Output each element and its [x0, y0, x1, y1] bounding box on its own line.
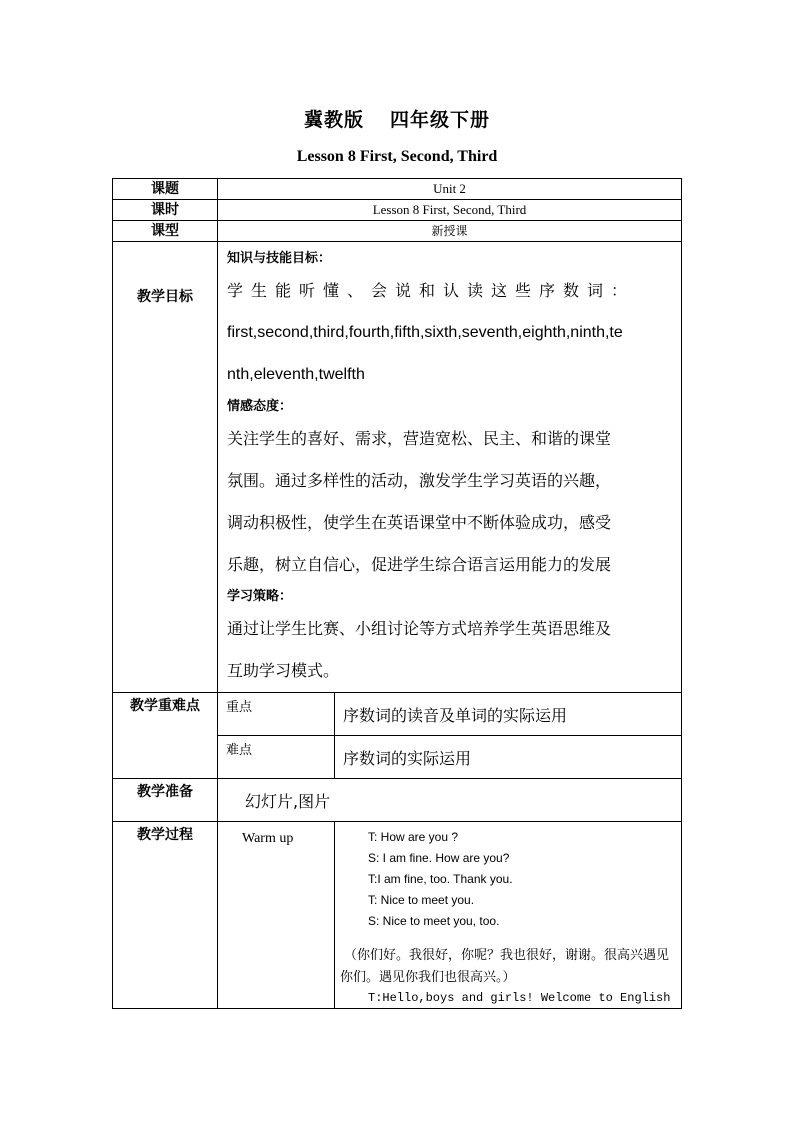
objectives-label: 教学目标: [113, 242, 218, 693]
knowledge-text: 学生能听懂、会说和认读这些序数词：: [227, 281, 636, 300]
process-row: [113, 822, 682, 1009]
topic-value: Unit 2: [218, 179, 682, 200]
type-value: 新授课: [218, 221, 682, 242]
page-title: [0, 105, 794, 132]
dialog-line: S: I am fine. How are you?: [368, 851, 510, 865]
emotion-line: 调动积极性，使学生在英语课堂中不断体验成功，感受: [227, 513, 612, 532]
period-row: [113, 200, 682, 221]
strategy-heading: 学习策略：: [227, 589, 293, 604]
dialog-line: T:Hello,boys and girls! Welcome to English: [368, 991, 671, 1005]
period-label: 课时: [113, 200, 218, 221]
lesson-subtitle: Lesson 8 First, Second, Third: [296, 148, 498, 165]
dialog-line: T:I am fine, too. Thank you.: [368, 872, 513, 886]
dialog-translation: （你们好。我很好，你呢？我也很好，谢谢。很高兴遇见你们。遇见你我们也很高兴。）: [340, 947, 670, 984]
warmup-label: Warm up: [218, 822, 335, 1009]
objectives-cell: [218, 242, 682, 693]
key-value: 序数词的读音及单词的实际运用: [335, 693, 682, 736]
dialog-line: T: How are you ?: [368, 830, 459, 844]
key-label: 重点: [218, 693, 335, 736]
prep-row: [113, 779, 682, 822]
knowledge-heading: 知识与技能目标：: [227, 251, 332, 266]
emotion-line: 关注学生的喜好、需求，营造宽松、民主、和谐的课堂: [227, 429, 612, 448]
process-label: 教学过程: [113, 822, 218, 1009]
emotion-line: 乐趣，树立自信心，促进学生综合语言运用能力的发展: [227, 555, 612, 574]
key-point-row: [113, 693, 682, 736]
prep-label: 教学准备: [113, 779, 218, 822]
emotion-heading: 情感态度：: [227, 399, 293, 414]
difficult-label: 难点: [218, 736, 335, 779]
topic-row: [113, 179, 682, 200]
prep-value: 幻灯片,图片: [218, 779, 682, 822]
type-row: [113, 221, 682, 242]
strategy-line: 通过让学生比赛、小组讨论等方式培养学生英语思维及: [227, 619, 612, 638]
emotion-line: 氛围。通过多样性的活动，激发学生学习英语的兴趣，: [227, 471, 612, 490]
title-publisher: 冀教版: [303, 109, 364, 131]
knowledge-words-line-1: first,second,third,fourth,fifth,sixth,seventh,eighth,ninth,te: [227, 324, 623, 341]
topic-label: 课题: [113, 179, 218, 200]
knowledge-words-line-2: nth,eleventh,twelfth: [227, 366, 365, 383]
title-grade: 四年级下册: [390, 109, 491, 131]
dialog-line: T: Nice to meet you.: [368, 893, 475, 907]
period-value: Lesson 8 First, Second, Third: [218, 200, 682, 221]
dialog-cell: [335, 822, 682, 1009]
type-label: 课型: [113, 221, 218, 242]
objectives-row: [113, 242, 682, 693]
dialog-line: S: Nice to meet you, too.: [368, 914, 500, 928]
strategy-line: 互助学习模式。: [227, 661, 340, 680]
lesson-plan-table: [112, 178, 682, 1009]
difficult-value: 序数词的实际运用: [335, 736, 682, 779]
keypoints-label: 教学重难点: [113, 693, 218, 779]
